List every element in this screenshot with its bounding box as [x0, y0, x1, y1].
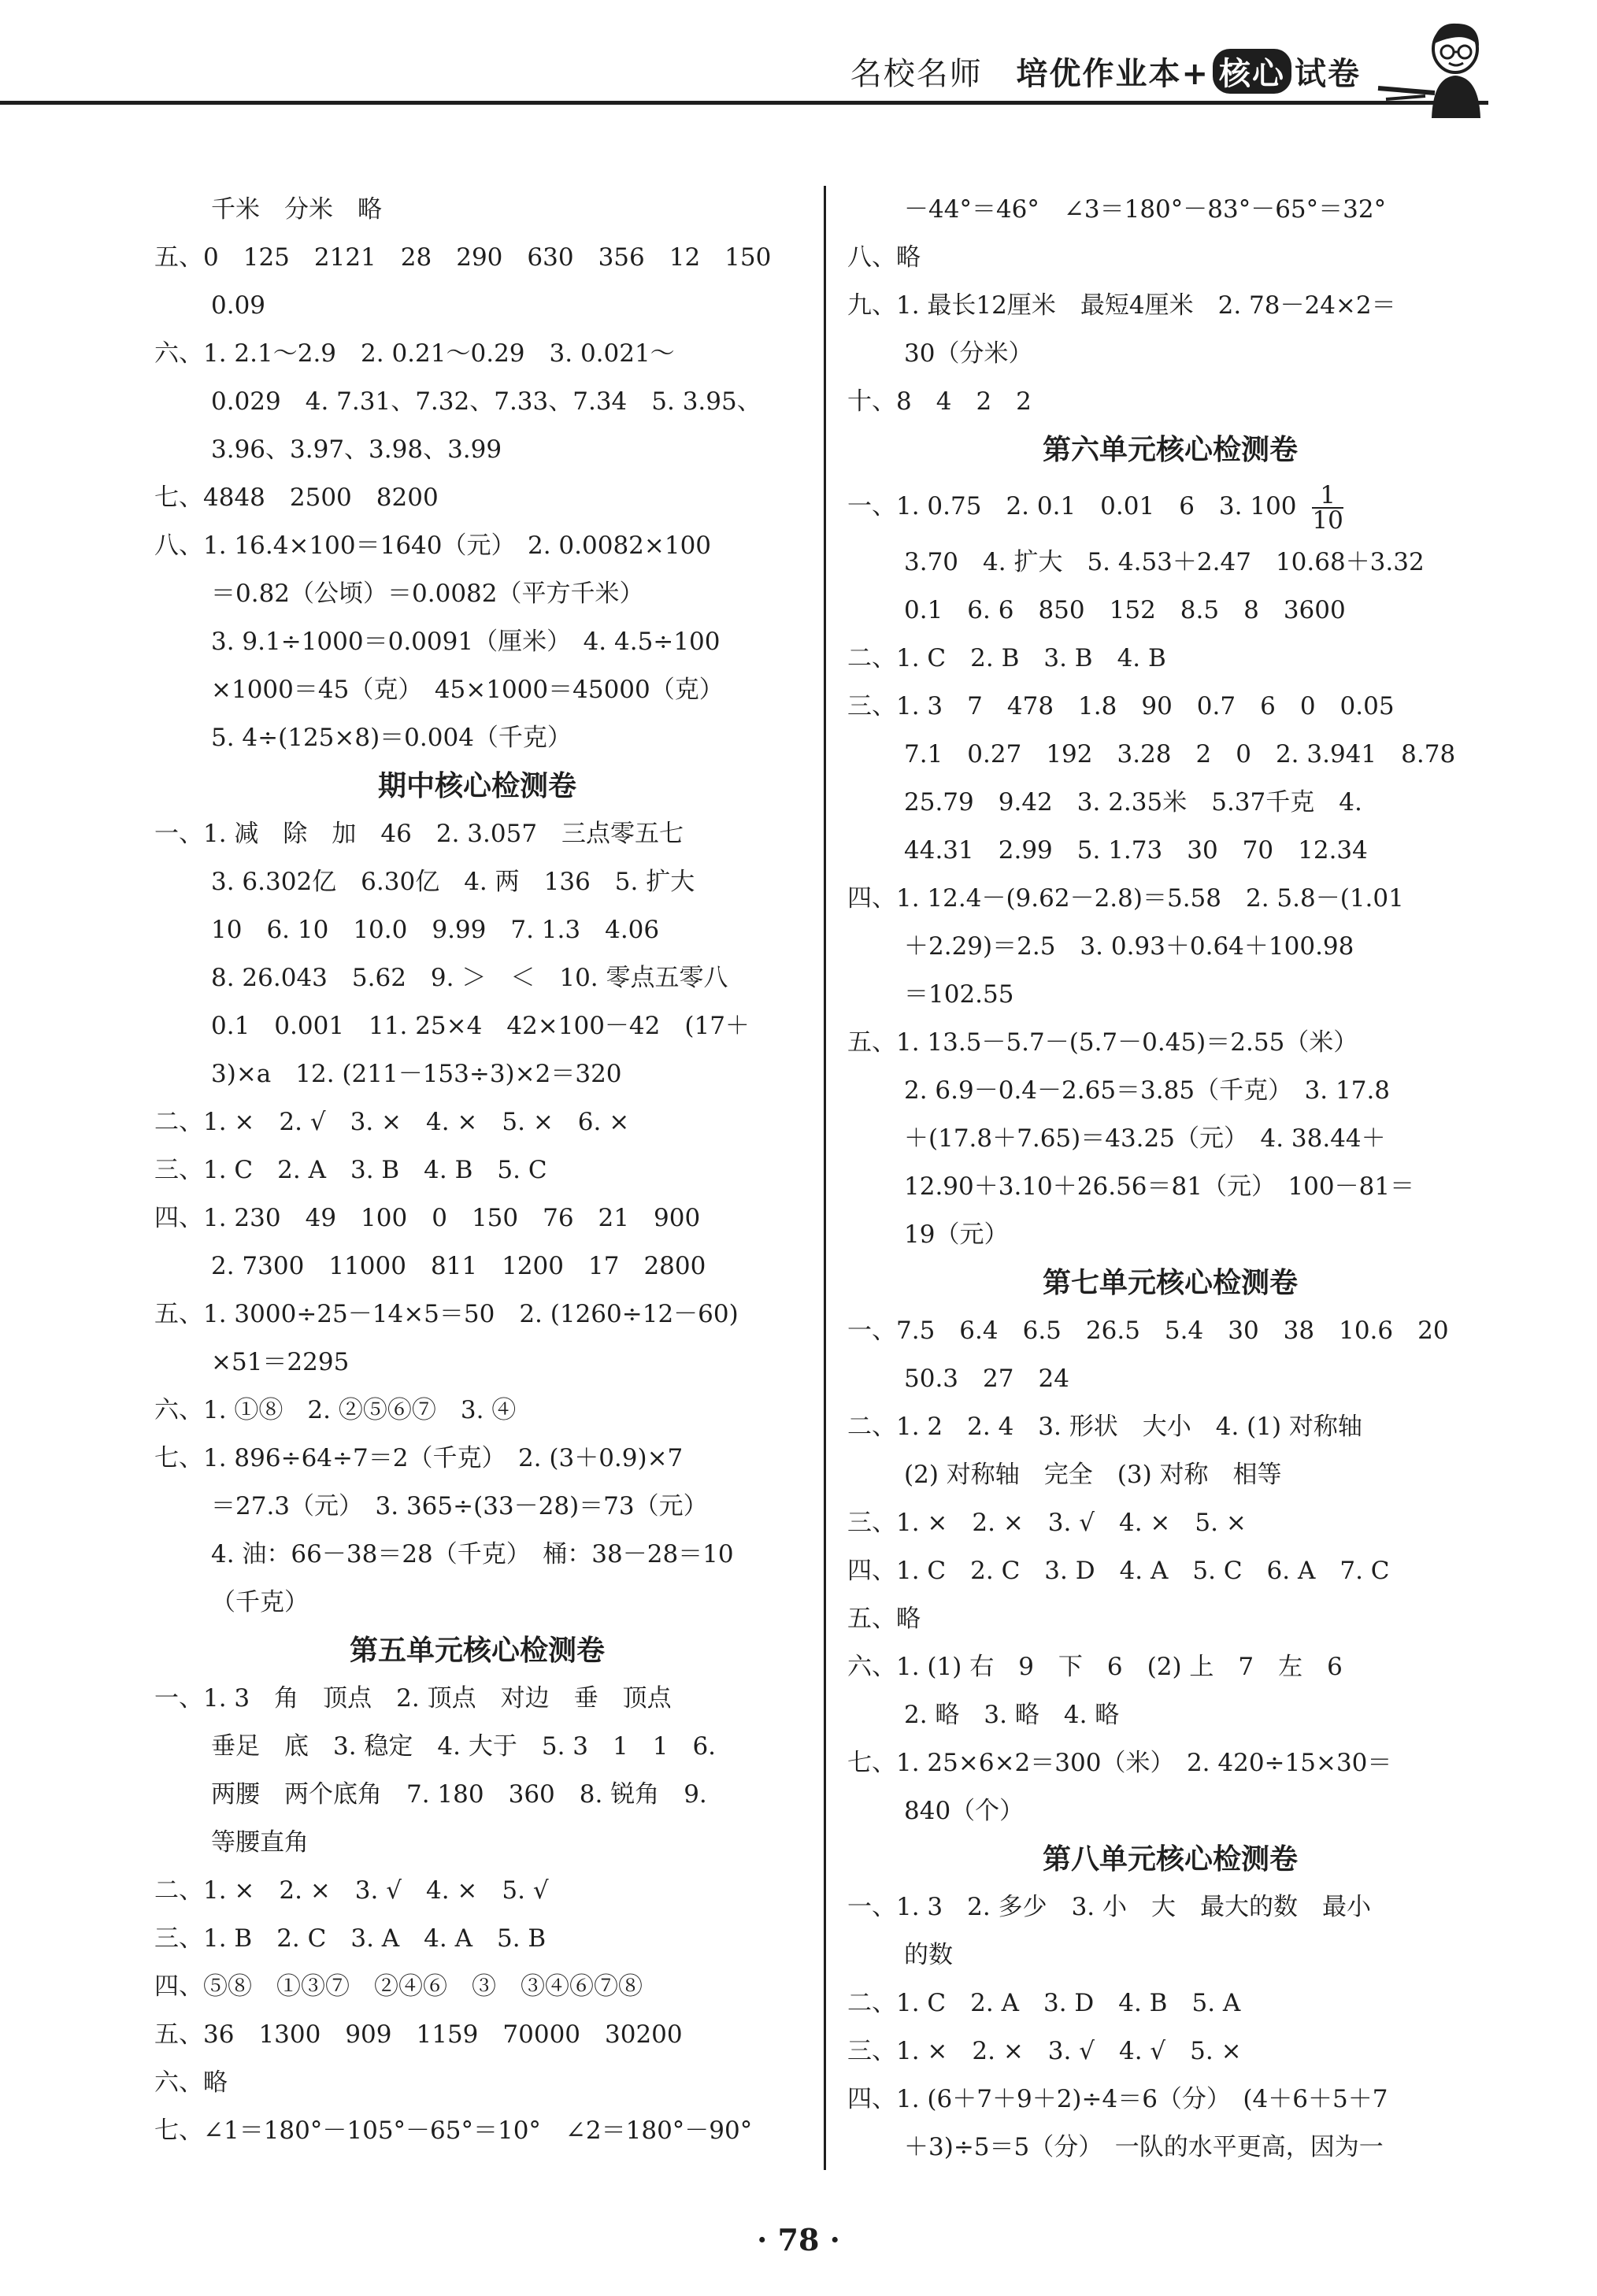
answer-line: 5. 4÷(125×8)＝0.004（千克） [211, 724, 572, 752]
answer-line: 七、1. 25×6×2＝300（米） 2. 420÷15×30＝ [847, 1749, 1392, 1777]
answer-line: 25.79 9.42 3. 2.35米 5.37千克 4. [904, 788, 1362, 817]
running-header [850, 49, 1361, 94]
answer-line: 七、1. 896÷64÷7＝2（千克） 2. (3＋0.9)×7 [154, 1444, 684, 1472]
answer-line: (2) 对称轴 完全 (3) 对称 相等 [904, 1461, 1282, 1489]
answer-line: 三、1. B 2. C 3. A 4. A 5. B [154, 1924, 547, 1953]
answer-line: 三、1. × 2. × 3. √ 4. √ 5. × [847, 2037, 1242, 2065]
answer-line: 一、1. 减 除 加 46 2. 3.057 三点零五七 [154, 820, 684, 848]
answer-line: 二、1. × 2. √ 3. × 4. × 5. × 6. × [154, 1108, 630, 1136]
column-divider [824, 186, 826, 2170]
book-title-part2: 试卷 [1295, 56, 1361, 92]
section-heading: 第八单元核心检测卷 [1042, 1843, 1298, 1876]
answer-line: 44.31 2.99 5. 1.73 30 70 12.34 [904, 836, 1368, 865]
answer-line: 30（分米） [904, 339, 1033, 368]
book-title-highlight: 核心 [1213, 49, 1291, 94]
answer-line-with-fraction [847, 474, 1493, 539]
answer-line: 十、8 4 2 2 [847, 387, 1032, 416]
section-heading: 第六单元核心检测卷 [1042, 434, 1298, 466]
answer-line: 0.09 [211, 291, 266, 320]
answer-line: 一、7.5 6.4 6.5 26.5 5.4 30 38 10.6 20 [847, 1316, 1449, 1345]
answer-line: 3.96、3.97、3.98、3.99 [211, 435, 502, 464]
answer-line: 九、1. 最长12厘米 最短4厘米 2. 78－24×2＝ [847, 291, 1396, 320]
fraction [1312, 480, 1343, 535]
answer-line: 垂足 底 3. 稳定 4. 大于 5. 3 1 1 6. [211, 1732, 717, 1761]
answer-line: ＝27.3（元） 3. 365÷(33－28)＝73（元） [211, 1492, 708, 1520]
answer-line: ＋2.29)＝2.5 3. 0.93＋0.64＋100.98 [904, 932, 1354, 961]
answer-line: 10 6. 10 10.0 9.99 7. 1.3 4.06 [211, 916, 660, 944]
answer-line: 三、1. 3 7 478 1.8 90 0.7 6 0 0.05 [847, 692, 1395, 720]
answer-line: 2. 7300 11000 811 1200 17 2800 [211, 1252, 706, 1280]
answer-line: 七、∠1＝180°－105°－65°＝10° ∠2＝180°－90° [154, 2116, 753, 2145]
fraction-numerator: 1 [1312, 483, 1343, 509]
answer-line: 3)×a 12. (211－153÷3)×2＝320 [211, 1060, 622, 1088]
answer-line: 2. 略 3. 略 4. 略 [904, 1701, 1120, 1729]
answer-line: 一、1. 3 2. 多少 3. 小 大 最大的数 最小 [847, 1893, 1372, 1921]
answer-line: （千克） [211, 1588, 309, 1616]
page-number: · 78 · [757, 2222, 840, 2257]
right-column [847, 186, 1493, 2172]
answer-line: ×51＝2295 [211, 1348, 350, 1376]
section-heading: 期中核心检测卷 [377, 770, 576, 802]
answer-line: ＋(17.8＋7.65)＝43.25（元） 4. 38.44＋ [904, 1124, 1386, 1153]
answer-text: 一、1. 0.75 2. 0.1 0.01 6 3. 100 [847, 492, 1297, 520]
answer-line: －44°＝46° ∠3＝180°－83°－65°＝32° [904, 195, 1387, 224]
answer-line: 0.1 0.001 11. 25×4 42×100－42 (17＋ [211, 1012, 750, 1040]
answer-line: 五、36 1300 909 1159 70000 30200 [154, 2020, 683, 2049]
fraction-denominator: 10 [1312, 505, 1343, 535]
answer-line: 二、1. 2 2. 4 3. 形状 大小 4. (1) 对称轴 [847, 1413, 1362, 1441]
answer-line: ＋3)÷5＝5（分） 一队的水平更高，因为一 [904, 2133, 1384, 2161]
answer-line: 两腰 两个底角 7. 180 360 8. 锐角 9. [211, 1780, 707, 1809]
answer-line: 一、1. 3 角 顶点 2. 顶点 对边 垂 顶点 [154, 1684, 672, 1713]
answer-line: ×1000＝45（克） 45×1000＝45000（克） [211, 676, 724, 704]
answer-line: 四、1. C 2. C 3. D 4. A 5. C 6. A 7. C [847, 1557, 1390, 1585]
answer-line: 二、1. C 2. A 3. D 4. B 5. A [847, 1989, 1241, 2017]
answer-line: 三、1. C 2. A 3. B 4. B 5. C [154, 1156, 547, 1184]
answer-line: 八、略 [847, 243, 921, 272]
answer-line: ＝102.55 [904, 980, 1014, 1009]
answer-line: 等腰直角 [211, 1828, 309, 1857]
answer-line: 五、0 125 2121 28 290 630 356 12 150 [154, 243, 772, 272]
answer-line: 六、略 [154, 2068, 228, 2097]
answer-line: 六、1. (1) 右 9 下 6 (2) 上 7 左 6 [847, 1653, 1343, 1681]
answer-line: 840（个） [904, 1797, 1025, 1825]
section-heading: 第五单元核心检测卷 [349, 1635, 605, 1667]
answer-line: 千米 分米 略 [211, 195, 382, 224]
answer-line: 4. 油：66－38＝28（千克） 桶：38－28＝10 [211, 1540, 734, 1568]
book-title [1016, 56, 1361, 92]
answer-line: 七、4848 2500 8200 [154, 483, 439, 512]
section-heading: 第七单元核心检测卷 [1042, 1267, 1298, 1299]
answer-line: 六、1. ①⑧ 2. ②⑤⑥⑦ 3. ④ [154, 1396, 517, 1424]
answer-line: 50.3 27 24 [904, 1365, 1069, 1393]
answer-line: 7.1 0.27 192 3.28 2 0 2. 3.941 8.78 [904, 740, 1456, 768]
left-column [154, 186, 800, 2155]
answer-line: 3. 9.1÷1000＝0.0091（厘米） 4. 4.5÷100 [211, 628, 721, 656]
answer-line: 3.70 4. 扩大 5. 4.53＋2.47 10.68＋3.32 [904, 548, 1425, 576]
answer-line: 四、1. 230 49 100 0 150 76 21 900 [154, 1204, 701, 1232]
answer-line: 五、1. 13.5－5.7－(5.7－0.45)＝2.55（米） [847, 1028, 1358, 1057]
answer-line: 3. 6.302亿 6.30亿 4. 两 136 5. 扩大 [211, 868, 695, 896]
answer-line: 8. 26.043 5.62 9. ＞ ＜ 10. 零点五零八 [211, 964, 728, 992]
answer-line: 五、略 [847, 1605, 921, 1633]
answer-line: 四、1. (6＋7＋9＋2)÷4＝6（分） (4＋6＋5＋7 [847, 2085, 1388, 2113]
answer-line: 二、1. × 2. × 3. √ 4. × 5. √ [154, 1876, 549, 1905]
answer-line: 2. 6.9－0.4－2.65＝3.85（千克） 3. 17.8 [904, 1076, 1391, 1105]
answer-line: 的数 [904, 1941, 953, 1969]
answer-line: 三、1. × 2. × 3. √ 4. × 5. × [847, 1509, 1247, 1537]
answer-line: 六、1. 2.1～2.9 2. 0.21～0.29 3. 0.021～ [154, 339, 675, 368]
series-brand: 名校名师 [850, 56, 983, 92]
answer-line: 0.029 4. 7.31、7.32、7.33、7.34 5. 3.95、 [211, 387, 761, 416]
answer-line: 八、1. 16.4×100＝1640（元） 2. 0.0082×100 [154, 531, 712, 560]
answer-line: 五、1. 3000÷25－14×5＝50 2. (1260÷12－60) [154, 1300, 739, 1328]
answer-line: ＝0.82（公顷）＝0.0082（平方千米） [211, 580, 644, 608]
answer-line: 0.1 6. 6 850 152 8.5 8 3600 [904, 596, 1346, 624]
answer-line: 四、⑤⑧ ①③⑦ ②④⑥ ③ ③④⑥⑦⑧ [154, 1972, 643, 2001]
answer-line: 19（元） [904, 1220, 1009, 1249]
answer-line: 二、1. C 2. B 3. B 4. B [847, 644, 1166, 672]
header-rule [0, 101, 1488, 105]
book-title-part1: 培优作业本+ [1016, 56, 1210, 92]
answer-line: 12.90＋3.10＋26.56＝81（元） 100－81＝ [904, 1172, 1415, 1201]
answer-line: 四、1. 12.4－(9.62－2.8)＝5.58 2. 5.8－(1.01 [847, 884, 1404, 913]
